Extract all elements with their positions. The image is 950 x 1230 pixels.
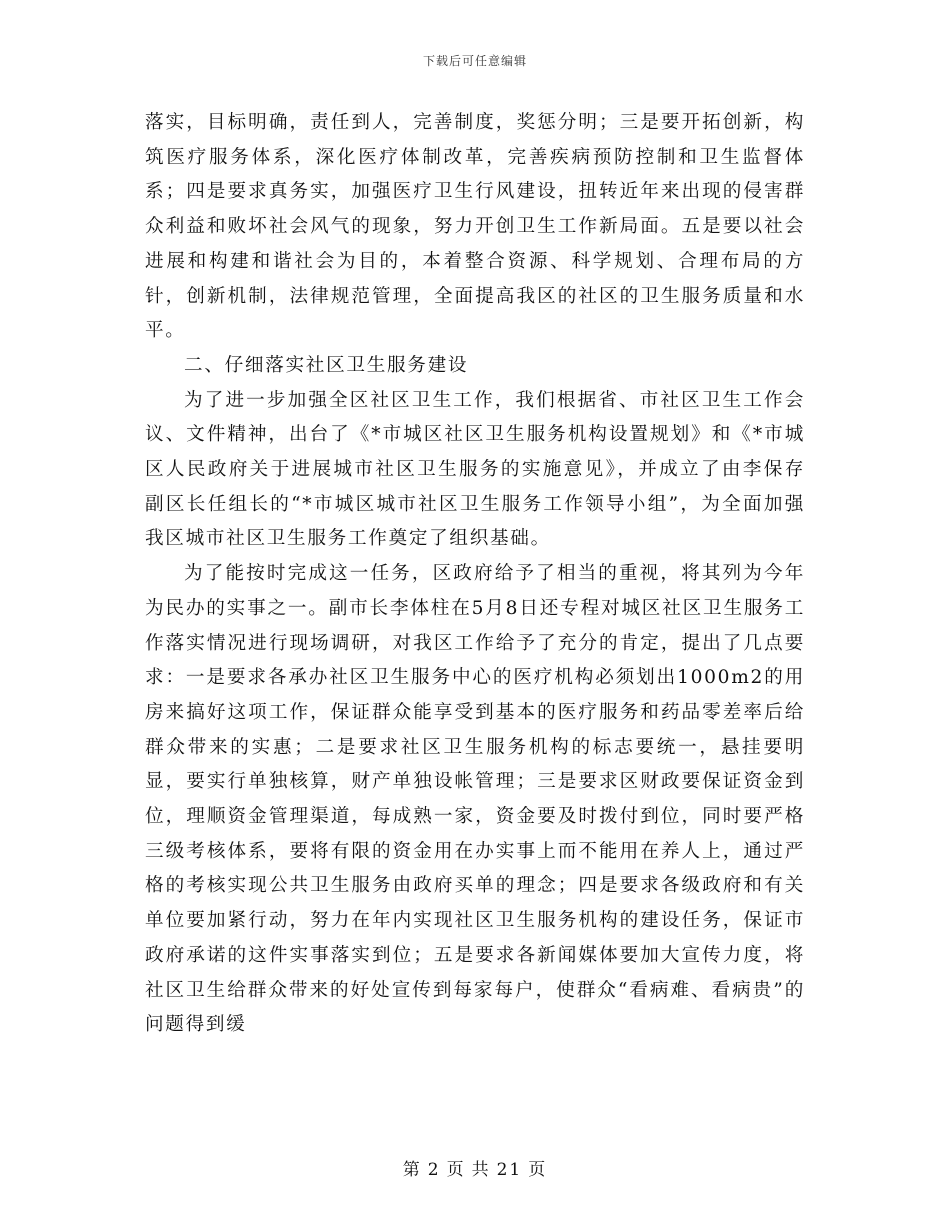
footer-label-ye2: 页 xyxy=(528,1160,548,1180)
document-body xyxy=(145,106,805,1043)
page-header: 下载后可任意编辑 xyxy=(422,54,527,68)
footer-label-ye: 页 xyxy=(446,1160,466,1180)
page-footer xyxy=(0,1155,950,1180)
paragraph-1: 落实，目标明确，责任到人，完善制度，奖惩分明；三是要开拓创新，构筑医疗服务体系，深化医疗体制改革，完善疾病预防控制和卫生监督体系；四是要求真务实，加强医疗卫生行风建设，扭转近年来出现的侵害群众利益和败坏社会风气的现象，努力开创卫生工作新局面。五是要以社会进展和构建和谐社会为目的，本着整合资源、科学规划、合理布局的方针，创新机制，法律规范管理，全面提高我区的社区的卫生服务质量和水平。 xyxy=(145,112,805,342)
current-page-number: 2 xyxy=(427,1160,441,1180)
footer-label-di: 第 xyxy=(402,1160,422,1180)
section-heading: 二、仔细落实社区卫生服务建设 xyxy=(184,354,469,376)
footer-label-gong: 共 xyxy=(471,1160,491,1180)
paragraph-3: 为了能按时完成这一任务，区政府给予了相当的重视，将其列为今年为民办的实事之一。副市长李体柱在5月8日还专程对城区社区卫生服务工作落实情况进行现场调研，对我区工作给予了充分的肯定，提出了几点要求：一是要求各承办社区卫生服务中心的医疗机构必须划出1000m2的用房来搞好这项工作，保证群众能享受到基本的医疗服务和药品零差率后给群众带来的实惠；二是要求社区卫生服务机构的标志要统一，悬挂要明显，要实行单独核算，财产单独设帐管理；三是要求区财政要保证资金到位，理顺资金管理渠道，每成熟一家，资金要及时拨付到位，同时要严格三级考核体系，要将有限的资金用在办实事上而不能用在养人上，通过严格的考核实现公共卫生服务由政府买单的理念；四是要求各级政府和有关单位要加紧行动，努力在年内实现社区卫生服务机构的建设任务，保证市政府承诺的这件实事落实到位；五是要求各新闻媒体要加大宣传力度，将社区卫生给群众带来的好处宣传到每家每户，使群众“看病难、看病贵”的问题得到缓 xyxy=(145,563,805,1036)
paragraph-2: 为了进一步加强全区社区卫生工作，我们根据省、市社区卫生工作会议、文件精神，出台了《*市城区社区卫生服务机构设置规划》和《*市城区人民政府关于进展城市社区卫生服务的实施意见》，并成立了由李保存副区长任组长的“*市城区城市社区卫生服务工作领导小组”，为全面加强我区城市社区卫生服务工作奠定了组织基础。 xyxy=(145,389,805,550)
total-page-count: 21 xyxy=(496,1160,523,1180)
